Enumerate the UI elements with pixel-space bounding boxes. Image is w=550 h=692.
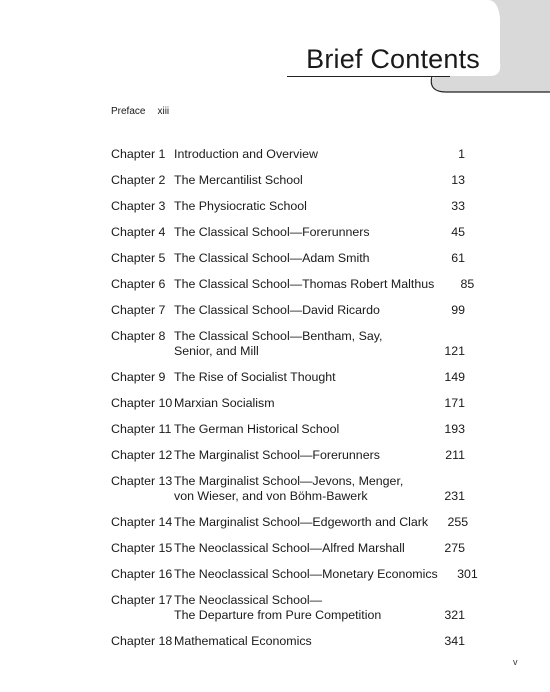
chapter-title-line: The Physiocratic School [174, 199, 307, 213]
chapter-label: Chapter 11 [111, 422, 172, 436]
chapter-title [174, 277, 434, 292]
toc-row[interactable] [111, 422, 465, 437]
chapter-title [174, 422, 425, 437]
chapter-title-line: The Classical School—David Ricardo [174, 303, 380, 317]
toc-row[interactable] [111, 251, 465, 266]
chapter-page-number: 321 [444, 608, 465, 622]
chapter-page-number: 33 [451, 199, 465, 213]
chapter-title [174, 593, 425, 623]
chapter-title-line: The Classical School—Adam Smith [174, 251, 370, 265]
chapter-title-line: The Classical School—Bentham, Say, [174, 329, 383, 343]
chapter-title-line: Introduction and Overview [174, 147, 318, 161]
chapter-label: Chapter 15 [111, 541, 173, 555]
chapter-label: Chapter 5 [111, 251, 166, 265]
preface-page: xiii [157, 106, 170, 117]
chapter-title [174, 396, 425, 411]
chapter-label: Chapter 16 [111, 567, 173, 581]
chapter-page-number: 45 [451, 225, 465, 239]
chapter-title [174, 515, 428, 530]
toc-row[interactable] [111, 396, 465, 411]
chapter-title-line: Marxian Socialism [174, 396, 275, 410]
chapter-page-number: 231 [444, 489, 465, 503]
chapter-title [174, 303, 425, 318]
toc-row[interactable] [111, 173, 465, 188]
chapter-label: Chapter 1 [111, 147, 166, 161]
chapter-page-number: 1 [458, 147, 465, 161]
chapter-title-line: The Marginalist School—Edgeworth and Clark [174, 515, 429, 529]
chapter-title [174, 199, 425, 214]
chapter-page-number: 301 [457, 567, 478, 581]
chapter-title-line: The Rise of Socialist Thought [174, 370, 336, 384]
chapter-page-number: 99 [451, 303, 465, 317]
page-title: Brief Contents [306, 44, 480, 74]
chapter-title-line: The Marginalist School—Jevons, Menger, [174, 474, 404, 488]
chapter-title [174, 634, 425, 649]
chapter-title [174, 173, 425, 188]
chapter-title-line: The Classical School—Forerunners [174, 225, 370, 239]
chapter-title-line: Senior, and Mill [174, 344, 259, 358]
page-folio: v [513, 657, 518, 667]
chapter-label: Chapter 18 [111, 634, 173, 648]
chapter-page-number: 13 [451, 173, 465, 187]
toc-row[interactable] [111, 567, 478, 582]
chapter-title-line: Mathematical Economics [174, 634, 312, 648]
chapter-title-line: von Wieser, and von Böhm-Bawerk [174, 489, 368, 503]
toc-row[interactable] [111, 593, 465, 623]
chapter-label: Chapter 6 [111, 277, 166, 291]
chapter-label: Chapter 12 [111, 448, 173, 462]
chapter-title-line: The Classical School—Thomas Robert Malthus [174, 277, 435, 291]
chapter-label: Chapter 7 [111, 303, 166, 317]
chapter-title-line: The Neoclassical School—Monetary Economics [174, 567, 438, 581]
toc-row[interactable] [111, 634, 465, 649]
chapter-title-line: The Marginalist School—Forerunners [174, 448, 380, 462]
chapter-title-line: The German Historical School [174, 422, 340, 436]
chapter-page-number: 255 [447, 515, 469, 529]
toc-row[interactable] [111, 329, 465, 359]
chapter-label: Chapter 10 [111, 396, 173, 410]
chapter-page-number: 341 [444, 634, 465, 648]
chapter-title [174, 541, 425, 556]
chapter-title-line: The Neoclassical School—Alfred Marshall [174, 541, 405, 555]
title-rule [287, 76, 450, 77]
chapter-page-number: 85 [460, 277, 475, 291]
chapter-title [174, 225, 425, 240]
chapter-page-number: 275 [444, 541, 465, 555]
toc-row[interactable] [111, 277, 475, 292]
chapter-title-line: The Mercantilist School [174, 173, 303, 187]
chapter-label: Chapter 17 [111, 593, 173, 607]
chapter-title [174, 567, 438, 582]
chapter-title-line: The Departure from Pure Competition [174, 608, 382, 622]
chapter-page-number: 149 [444, 370, 465, 384]
chapter-label: Chapter 2 [111, 173, 166, 187]
toc-row[interactable] [111, 448, 465, 463]
chapter-page-number: 61 [451, 251, 465, 265]
table-of-contents [111, 147, 478, 660]
preface-entry[interactable] [111, 106, 169, 117]
toc-row[interactable] [111, 541, 465, 556]
toc-row[interactable] [111, 147, 465, 162]
chapter-page-number: 193 [444, 422, 465, 436]
toc-row[interactable] [111, 515, 469, 530]
toc-row[interactable] [111, 303, 465, 318]
chapter-label: Chapter 13 [111, 474, 173, 488]
chapter-label: Chapter 4 [111, 225, 166, 239]
chapter-label: Chapter 14 [111, 515, 173, 529]
chapter-page-number: 121 [444, 344, 465, 358]
preface-label: Preface [111, 106, 146, 117]
toc-row[interactable] [111, 370, 465, 385]
chapter-page-number: 211 [445, 448, 465, 462]
toc-row[interactable] [111, 474, 465, 504]
chapter-title [174, 370, 425, 385]
chapter-title [174, 448, 425, 463]
chapter-page-number: 171 [444, 396, 465, 410]
chapter-title [174, 329, 425, 359]
toc-row[interactable] [111, 225, 465, 240]
chapter-label: Chapter 8 [111, 329, 166, 343]
chapter-label: Chapter 3 [111, 199, 166, 213]
chapter-title [174, 251, 425, 266]
chapter-title [174, 474, 425, 504]
chapter-title-line: The Neoclassical School— [174, 593, 323, 607]
chapter-label: Chapter 9 [111, 370, 166, 384]
chapter-title [174, 147, 425, 162]
toc-row[interactable] [111, 199, 465, 214]
